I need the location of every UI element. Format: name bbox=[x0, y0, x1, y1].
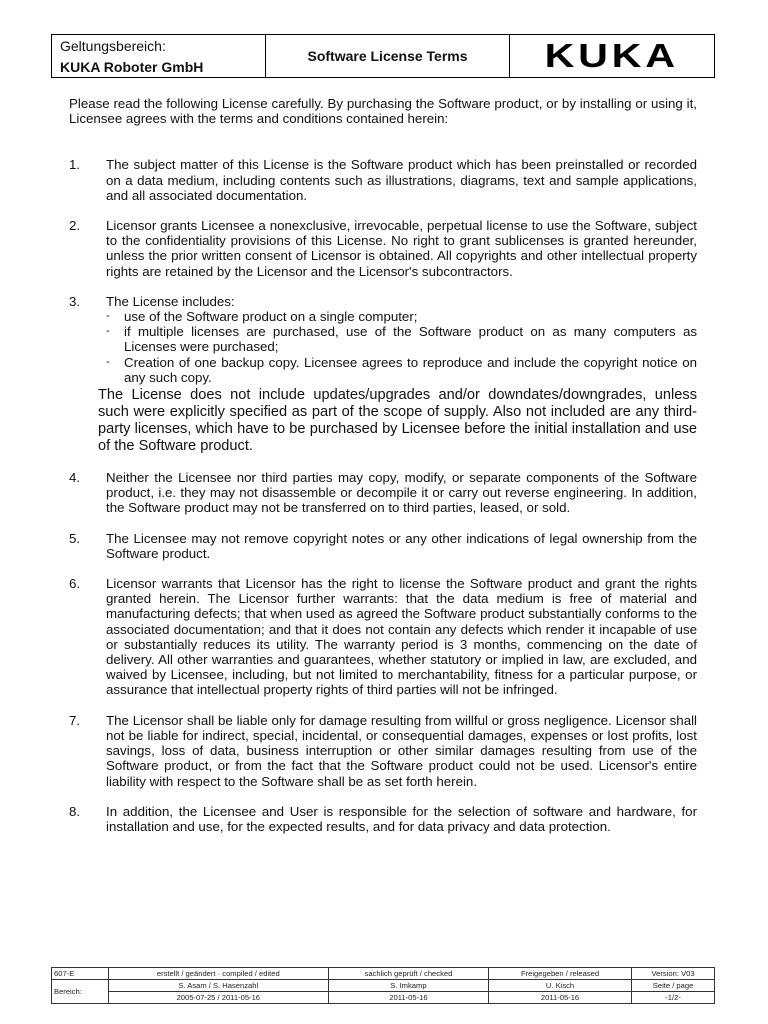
clause-text: Neither the Licensee nor third parties may copy, modify, or separate components of the Software product, i.e. they may not disassemble or decompile it or carry out reverse engineering. In addition, the Software product may not be transferred on to third parties, leased, or sold. bbox=[106, 470, 697, 516]
sub-item-text: if multiple licenses are purchased, use of the Software product on as many computers as Licenses were purchased; bbox=[124, 324, 697, 355]
logo-cell bbox=[510, 35, 714, 77]
clause-number: 5. bbox=[69, 530, 81, 546]
clause-number: 6. bbox=[69, 576, 81, 592]
clause-6 bbox=[69, 576, 697, 698]
released-label: Freigegeben / released bbox=[488, 968, 631, 980]
clause-3-extra: The License does not include updates/upgrades and/or downdates/downgrades, unless such were explicitly specified as part of the scope of supply. Also not included are any third-party licenses, which have to be purchased by Licensee before the initial installation and use of the Software product. bbox=[98, 387, 697, 455]
company-name: KUKA Roboter GmbH bbox=[60, 59, 204, 75]
clause-number: 8. bbox=[69, 803, 81, 819]
clause-5 bbox=[69, 531, 697, 561]
sub-item-text: Creation of one backup copy. Licensee agrees to reproduce and include the copyright notice on any such copy. bbox=[124, 354, 697, 385]
compiled-date: 2005-07-25 / 2011-05-16 bbox=[108, 992, 328, 1004]
clause-number: 2. bbox=[69, 218, 81, 234]
footer-table bbox=[51, 967, 715, 1004]
page-number: -1/2- bbox=[632, 992, 715, 1004]
dash-bullet: - bbox=[106, 325, 110, 338]
clause-7 bbox=[69, 713, 697, 789]
clause-text: Licensor grants Licensee a nonexclusive, irrevocable, perpetual license to use the Software, subject to the confidentiality provisions of this License. No right to grant sublicenses is granted hereunder, unless the prior written consent of Licensor is obtained. All copyrights and other intellectual property rights are retained by the Licensor and the Licensor's subcontractors. bbox=[106, 218, 697, 279]
dash-bullet: - bbox=[106, 355, 110, 368]
clause-1 bbox=[69, 157, 697, 203]
clause-4 bbox=[69, 470, 697, 516]
clause-number: 1. bbox=[69, 157, 81, 173]
clause-text: The Licensee may not remove copyright notes or any other indications of legal ownership from the Software product. bbox=[106, 530, 697, 561]
checked-by: S. Imkamp bbox=[328, 980, 488, 992]
clause-2 bbox=[69, 218, 697, 279]
clause-number: 3. bbox=[69, 293, 81, 309]
area-label: Bereich: bbox=[52, 980, 109, 1004]
compiled-by: S. Asam / S. Hasenzahl bbox=[108, 980, 328, 992]
version-label: Version: V03 bbox=[632, 968, 715, 980]
scope-cell bbox=[52, 35, 266, 77]
clause-text: The subject matter of this License is the Software product which has been preinstalled or recorded on a data medium, including contents such as illustrations, diagrams, text and sample applications, and all associated documentation. bbox=[106, 157, 697, 203]
clause-number: 4. bbox=[69, 470, 81, 486]
clause-text: The Licensor shall be liable only for damage resulting from willful or gross negligence. Licensor shall not be liable for indirect, special, incidental, or consequential damages, expenses or lost profits, lost savings, loss of data, business interruption or other similar damages resulting from use of the Software product, or from the fact that the Software product could not be used. Licensor's entire liability with respect to the Software shall be as set forth herein. bbox=[106, 712, 697, 789]
checked-label: sachlich geprüft / checked bbox=[328, 968, 488, 980]
intro-paragraph: Please read the following License carefully. By purchasing the Software product, or by installing or using it, Licensee agrees with the terms and conditions contained herein: bbox=[69, 96, 697, 127]
sub-item bbox=[106, 355, 697, 385]
released-date: 2011-05-16 bbox=[488, 992, 631, 1004]
clause-8 bbox=[69, 804, 697, 834]
sub-item bbox=[106, 324, 697, 354]
clause-text: The License includes: bbox=[106, 293, 235, 309]
sub-item-text: use of the Software product on a single computer; bbox=[124, 309, 418, 325]
released-by: U. Kisch bbox=[488, 980, 631, 992]
clause-body bbox=[98, 293, 697, 455]
document-header bbox=[51, 34, 715, 78]
page-label: Seite / page bbox=[632, 980, 715, 992]
sub-item bbox=[106, 309, 697, 324]
clause-number: 7. bbox=[69, 712, 81, 728]
clause-3 bbox=[69, 294, 697, 455]
compiled-label: erstellt / geändert · compiled / edited bbox=[108, 968, 328, 980]
dash-bullet: - bbox=[106, 310, 110, 323]
form-id: 607-E bbox=[52, 968, 109, 980]
document-title: Software License Terms bbox=[266, 35, 510, 77]
scope-label: Geltungsbereich: bbox=[60, 38, 166, 54]
checked-date: 2011-05-16 bbox=[328, 992, 488, 1004]
license-body bbox=[69, 96, 697, 849]
kuka-logo: KUKA bbox=[544, 37, 680, 74]
clause-text: In addition, the Licensee and User is responsible for the selection of software and hardware, for installation and use, for the expected results, and for data privacy and data protection. bbox=[106, 803, 697, 834]
clause-text: Licensor warrants that Licensor has the right to license the Software product and grant the rights granted herein. The Licensor further warrants: that the data medium is free of material and manufacturing defects; that when used as agreed the Software product substantially conforms to the associated documentation; and that it does not contain any defects which render it incapable of use or substantially reduces its utility. The warranty period is 3 months, commencing on the date of delivery. All other warranties and guarantees, whether statutory or implied in law, are excluded, and waived by Licensee, including, but not limited to merchantability, fitness for a particular purpose, or assurance that intellectual property rights of third parties will not be infringed. bbox=[106, 576, 697, 698]
